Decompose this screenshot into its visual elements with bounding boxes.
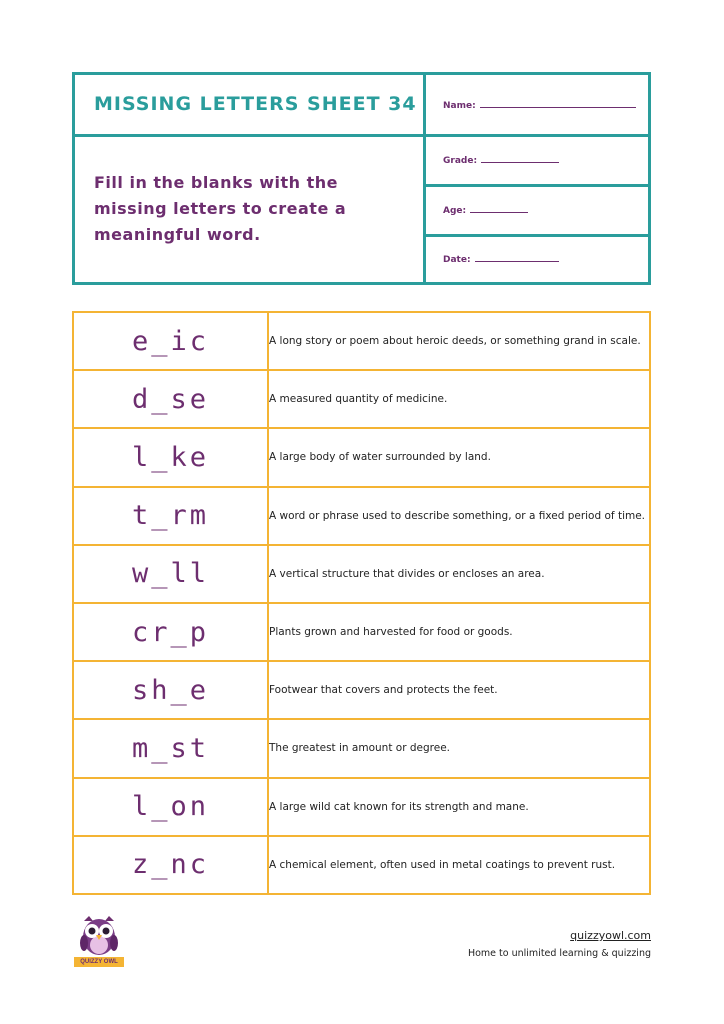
grade-field[interactable] bbox=[426, 137, 648, 187]
date-blank-line[interactable] bbox=[475, 252, 559, 262]
word-puzzle[interactable]: l_ke bbox=[73, 428, 268, 486]
word-puzzle[interactable]: e_ic bbox=[73, 312, 268, 370]
word-puzzle[interactable]: d_se bbox=[73, 370, 268, 428]
site-link[interactable]: quizzyowl.com bbox=[570, 929, 651, 942]
word-definition: A chemical element, often used in metal coatings to prevent rust. bbox=[268, 836, 650, 894]
table-row bbox=[73, 487, 650, 545]
header-fields-panel bbox=[426, 75, 648, 282]
word-puzzle[interactable]: m_st bbox=[73, 719, 268, 777]
table-row bbox=[73, 370, 650, 428]
quizzy-owl-logo[interactable] bbox=[74, 915, 124, 967]
instructions: Fill in the blanks with the missing letters to create a meaningful word. bbox=[94, 173, 347, 244]
word-puzzle[interactable]: t_rm bbox=[73, 487, 268, 545]
table-row bbox=[73, 778, 650, 836]
worksheet-header bbox=[72, 72, 651, 285]
word-puzzle[interactable]: cr_p bbox=[73, 603, 268, 661]
grade-blank-line[interactable] bbox=[481, 153, 559, 163]
word-puzzle[interactable]: w_ll bbox=[73, 545, 268, 603]
table-row bbox=[73, 545, 650, 603]
page-title: MISSING LETTERS SHEET 34 bbox=[75, 75, 423, 137]
table-row bbox=[73, 661, 650, 719]
age-field[interactable] bbox=[426, 187, 648, 237]
missing-letters-table bbox=[72, 311, 651, 895]
word-definition: A large wild cat known for its strength and mane. bbox=[268, 778, 650, 836]
table-row bbox=[73, 836, 650, 894]
table-row bbox=[73, 428, 650, 486]
word-definition: A long story or poem about heroic deeds, or something grand in scale. bbox=[268, 312, 650, 370]
owl-icon bbox=[74, 915, 124, 959]
word-puzzle[interactable]: sh_e bbox=[73, 661, 268, 719]
age-label: Age: bbox=[443, 206, 467, 216]
word-definition: Footwear that covers and protects the feet. bbox=[268, 661, 650, 719]
word-puzzle[interactable]: z_nc bbox=[73, 836, 268, 894]
logo-label: QUIZZY OWL bbox=[74, 957, 124, 967]
word-definition: Plants grown and harvested for food or goods. bbox=[268, 603, 650, 661]
grade-label: Grade: bbox=[443, 156, 478, 166]
date-label: Date: bbox=[443, 255, 471, 265]
word-definition: A measured quantity of medicine. bbox=[268, 370, 650, 428]
header-left-panel bbox=[75, 75, 426, 282]
word-definition: The greatest in amount or degree. bbox=[268, 719, 650, 777]
name-label: Name: bbox=[443, 101, 476, 111]
table-row bbox=[73, 719, 650, 777]
date-field[interactable] bbox=[426, 237, 648, 285]
name-blank-line[interactable] bbox=[480, 98, 636, 108]
table-row bbox=[73, 312, 650, 370]
table-row bbox=[73, 603, 650, 661]
word-definition: A word or phrase used to describe something, or a fixed period of time. bbox=[268, 487, 650, 545]
age-blank-line[interactable] bbox=[470, 203, 528, 213]
word-definition: A vertical structure that divides or encloses an area. bbox=[268, 545, 650, 603]
word-puzzle[interactable]: l_on bbox=[73, 778, 268, 836]
word-definition: A large body of water surrounded by land. bbox=[268, 428, 650, 486]
site-tagline: Home to unlimited learning & quizzing bbox=[467, 948, 651, 959]
name-field[interactable] bbox=[426, 75, 648, 137]
